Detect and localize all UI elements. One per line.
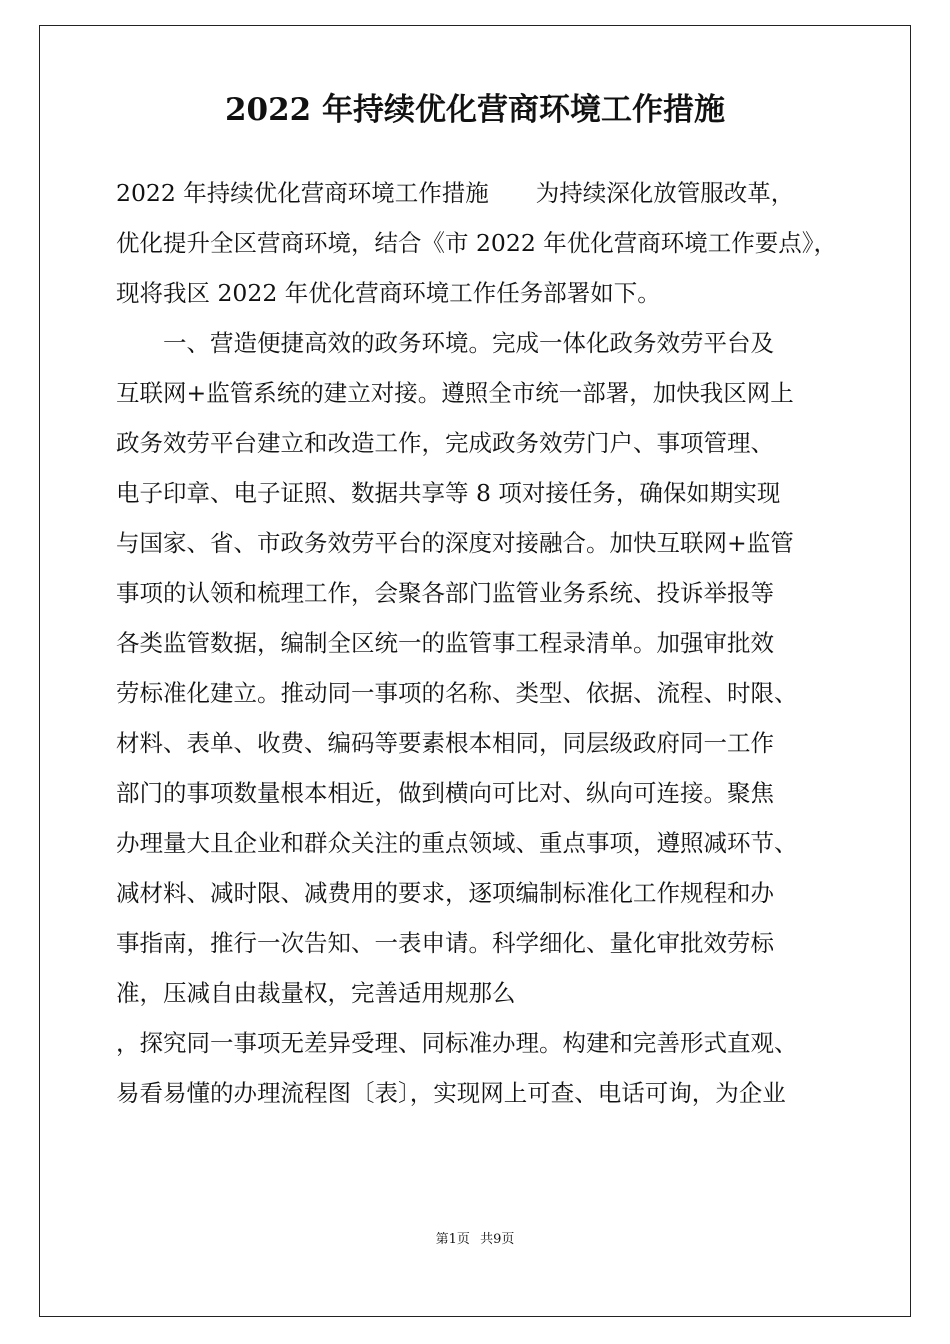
body-line: 劳标准化建立。推动同一事项的名称、类型、依据、流程、时限、 (116, 679, 798, 707)
body-line: 现将我区 2022 年优化营商环境工作任务部署如下。 (116, 279, 661, 307)
body-line: 易看易懂的办理流程图〔表〕，实现网上可查、电话可询，为企业 (116, 1079, 786, 1107)
body-line: ，探究同一事项无差异受理、同标准办理。构建和完善形式直观、 (116, 1029, 798, 1057)
body-line: 各类监管数据，编制全区统一的监管事工程录清单。加强审批效 (116, 629, 774, 657)
document-body (116, 168, 846, 1118)
body-line: 2022 年持续优化营商环境工作措施 为持续深化放管服改革， (116, 179, 795, 207)
body-line: 政务效劳平台建立和改造工作，完成政务效劳门户、事项管理、 (116, 429, 774, 457)
page-footer (0, 1231, 950, 1249)
body-line: 事指南，推行一次告知、一表申请。科学细化、量化审批效劳标 (116, 929, 774, 957)
body-line: 互联网+监管系统的建立对接。遵照全市统一部署，加快我区网上 (116, 379, 794, 407)
body-line: 部门的事项数量根本相近，做到横向可比对、纵向可连接。聚焦 (116, 779, 774, 807)
body-line: 准，压减自由裁量权，完善适用规那么 (116, 979, 516, 1007)
body-line: 减材料、减时限、减费用的要求，逐项编制标准化工作规程和办 (116, 879, 774, 907)
body-line: 电子印章、电子证照、数据共享等 8 项对接任务，确保如期实现 (116, 479, 781, 507)
body-line: 材料、表单、收费、编码等要素根本相同，同层级政府同一工作 (116, 729, 774, 757)
page-number: 第1页 (435, 1232, 470, 1247)
body-line: 办理量大且企业和群众关注的重点领域、重点事项，遵照减环节、 (116, 829, 798, 857)
body-line: 与国家、省、市政务效劳平台的深度对接融合。加快互联网+监管 (116, 529, 794, 557)
document-title: 2022 年持续优化营商环境工作措施 (224, 92, 726, 128)
body-line: 一、营造便捷高效的政务环境。完成一体化政务效劳平台及 (116, 329, 774, 357)
page-count: 共9页 (480, 1232, 515, 1247)
body-line: 优化提升全区营商环境，结合《市 2022 年优化营商环境工作要点》， (116, 229, 837, 257)
body-line: 事项的认领和梳理工作，会聚各部门监管业务系统、投诉举报等 (116, 579, 774, 607)
